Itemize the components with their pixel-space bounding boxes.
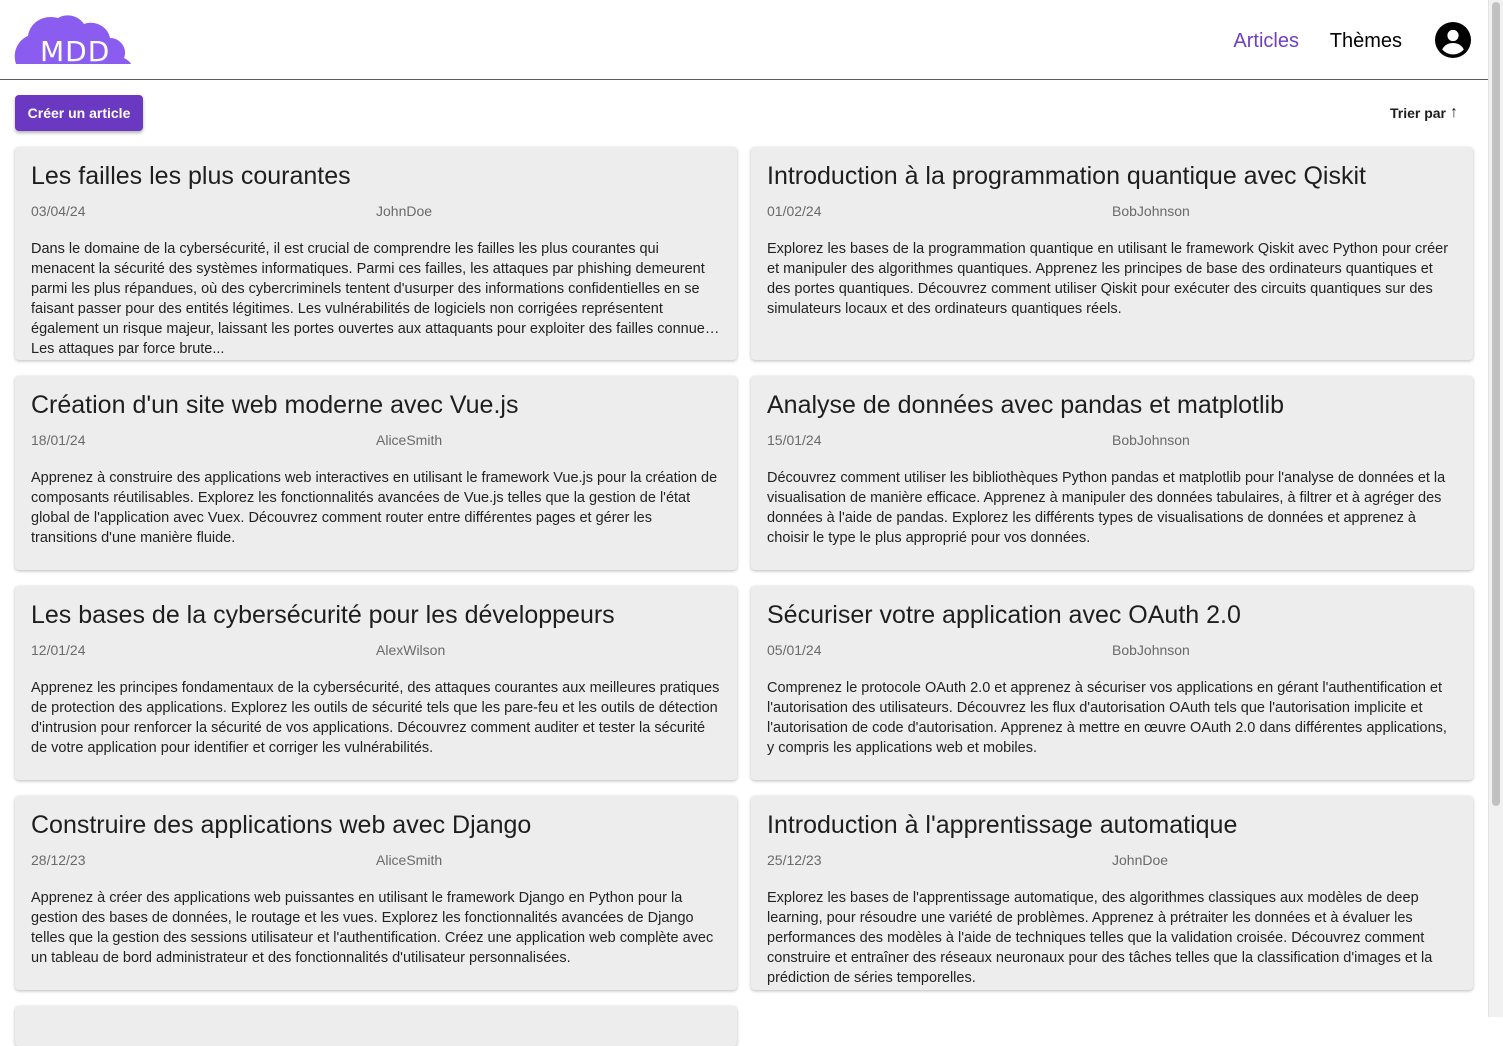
article-author: BobJohnson bbox=[1112, 203, 1190, 219]
article-date: 03/04/24 bbox=[31, 203, 86, 219]
article-date: 12/01/24 bbox=[31, 642, 86, 658]
article-author: AlexWilson bbox=[376, 642, 446, 658]
article-meta bbox=[31, 852, 721, 870]
article-author: JohnDoe bbox=[1112, 852, 1169, 868]
article-content: Explorez les bases de l'apprentissage automatique, des algorithmes classiques aux modèles de deep learning, pour résoudre une variété de problèmes. Apprenez à prétraiter les données et à évaluer les performances des modèles à l'aide de techniques telles que la validation croisée. Découvrez comment construire et entraîner des réseaux neuronaux pour des tâches telles que la classification d'images et la prédiction de séries temporelles. bbox=[767, 890, 1433, 986]
article-content: Apprenez à construire des applications web interactives en utilisant le framework Vue.js pour la création de composants réutilisables. Explorez les fonctionnalités avancées de Vue.js telles que la gestion de l'état global de l'application avec Vuex. Découvrez comment router entre différentes pages et gérer les transitions d'une manière fluide. bbox=[31, 470, 718, 546]
nav-articles-link[interactable]: Articles bbox=[1233, 30, 1299, 52]
article-content: Comprenez le protocole OAuth 2.0 et apprenez à sécuriser vos applications en gérant l'authentification et l'autorisation des utilisateurs. Découvrez les flux d'autorisation OAuth tels que l'autorisation implicite et l'autorisation de code d'autorisation. Apprenez à mettre en œuvre OAuth 2.0 dans différentes applications, y compris les applications web et mobiles. bbox=[767, 680, 1447, 756]
article-card[interactable] bbox=[15, 796, 737, 990]
article-title: Création d'un site web moderne avec Vue.js bbox=[31, 391, 519, 419]
article-title: Analyse de données avec pandas et matplotlib bbox=[767, 391, 1285, 419]
mdd-logo[interactable] bbox=[14, 14, 132, 66]
top-header bbox=[0, 0, 1488, 80]
article-author: AliceSmith bbox=[376, 852, 443, 868]
article-title: Sécuriser votre application avec OAuth 2.0 bbox=[767, 601, 1241, 629]
article-date: 15/01/24 bbox=[767, 432, 822, 448]
nav-themes-link[interactable]: Thèmes bbox=[1329, 30, 1402, 52]
article-title: Introduction à la programmation quantique avec Qiskit bbox=[767, 162, 1366, 190]
article-author: JohnDoe bbox=[376, 203, 433, 219]
article-title: Les bases de la cybersécurité pour les développeurs bbox=[31, 601, 615, 629]
article-card[interactable] bbox=[751, 376, 1473, 570]
article-card[interactable] bbox=[15, 1006, 737, 1046]
sort-label: Trier par bbox=[1389, 105, 1446, 121]
article-title: Introduction à l'apprentissage automatique bbox=[767, 811, 1238, 839]
article-content: Explorez les bases de la programmation quantique en utilisant le framework Qiskit avec Python pour créer et manipuler des algorithmes quantiques. Apprenez les principes de base des ordinateurs quantiques et des portes quantiques. Découvrez comment utiliser Qiskit pour exécuter des circuits quantiques sur des simulateurs locaux et des ordinateurs quantiques réels. bbox=[767, 241, 1449, 317]
article-card[interactable] bbox=[15, 376, 737, 570]
arrow-up-icon: ↑ bbox=[1450, 104, 1458, 121]
article-content: Apprenez à créer des applications web puissantes en utilisant le framework Django en Python pour la gestion des bases de données, le routage et les vues. Explorez les fonctionnalités avancées de Django telles que la gestion des sessions utilisateur et l'authentification. Créez une application web complète avec un tableau de bord administrateur et des fonctionnalités d'utilisateur personnalisées. bbox=[31, 890, 714, 966]
article-card[interactable] bbox=[15, 147, 737, 360]
create-article-button[interactable]: Créer un article bbox=[15, 95, 143, 131]
account-circle-icon[interactable] bbox=[1435, 22, 1471, 58]
logo-text: MDD bbox=[40, 35, 111, 68]
sort-button[interactable] bbox=[1390, 100, 1458, 126]
article-meta bbox=[31, 642, 721, 660]
article-date: 05/01/24 bbox=[767, 642, 822, 658]
article-date: 18/01/24 bbox=[31, 432, 86, 448]
article-title: Construire des applications web avec Django bbox=[31, 811, 532, 839]
articles-grid bbox=[15, 147, 1473, 1046]
article-author: BobJohnson bbox=[1112, 432, 1190, 448]
article-author: BobJohnson bbox=[1112, 642, 1190, 658]
article-content: Découvrez comment utiliser les bibliothèques Python pandas et matplotlib pour l'analyse de données et la visualisation de manière efficace. Apprenez à manipuler des données tabulaires, à filtrer et à agréger des données à l'aide de pandas. Explorez les différents types de visualisations de données et apprenez à choisir le type le plus approprié pour vos données. bbox=[767, 470, 1446, 546]
article-meta bbox=[31, 203, 721, 221]
article-title: Les failles les plus courantes bbox=[31, 162, 351, 190]
article-meta bbox=[767, 852, 1457, 870]
article-card[interactable] bbox=[751, 147, 1473, 360]
article-meta bbox=[767, 642, 1457, 660]
article-author: AliceSmith bbox=[376, 432, 443, 448]
article-card[interactable] bbox=[751, 796, 1473, 990]
article-meta bbox=[767, 203, 1457, 221]
article-card[interactable] bbox=[751, 586, 1473, 780]
article-date: 25/12/23 bbox=[767, 852, 822, 868]
scrollbar-thumb[interactable] bbox=[1492, 2, 1500, 806]
article-meta bbox=[767, 432, 1457, 450]
article-meta bbox=[31, 432, 721, 450]
article-card[interactable] bbox=[15, 586, 737, 780]
article-content: Dans le domaine de la cybersécurité, il est crucial de comprendre les failles les plus courantes qui menacent la sécurité des systèmes informatiques. Parmi ces failles, les attaques par phishing demeurent parmi les plus répandues, où des cybercriminels tentent d'usurper des informations confidentielles en se faisant passer pour des entités légitimes. Les vulnérabilités de logiciels non corrigées représentent également un risque majeur, laissant les portes ouvertes aux attaquants pour exploiter des failles connues. Les attaques par force brute... bbox=[31, 241, 717, 357]
article-date: 28/12/23 bbox=[31, 852, 86, 868]
article-date: 01/02/24 bbox=[767, 203, 822, 219]
vertical-scrollbar[interactable] bbox=[1488, 0, 1503, 1017]
article-content: Apprenez les principes fondamentaux de la cybersécurité, des attaques courantes aux meilleures pratiques de protection des applications. Explorez les outils de sécurité tels que les pare-feu et les outils de détection d'intrusion pour renforcer la sécurité de vos applications. Découvrez comment auditer et tester la sécurité de votre application pour identifier et corriger les vulnérabilités. bbox=[31, 680, 720, 756]
